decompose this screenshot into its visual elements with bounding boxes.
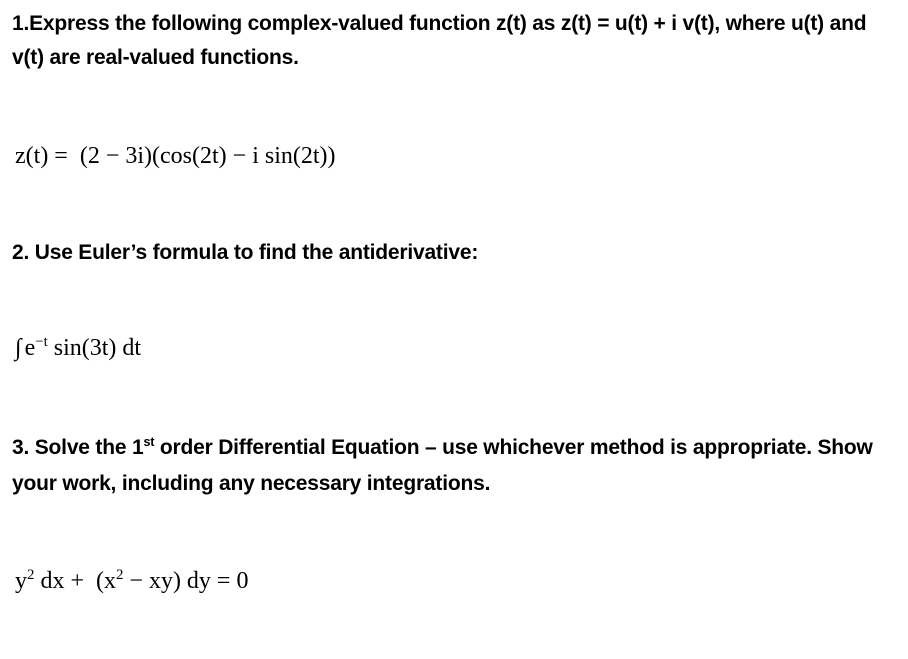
equation-3 xyxy=(15,566,248,599)
equation-2-base: e xyxy=(24,335,36,361)
integral-symbol: ∫ xyxy=(15,335,22,361)
question-2-text: 2. Use Euler’s formula to find the antiderivative: xyxy=(12,241,479,264)
equation-1 xyxy=(15,141,336,171)
equation-1-lhs: z(t) = xyxy=(15,143,74,169)
equation-3-y-exponent: 2 xyxy=(27,566,35,583)
question-3-suffix: order Differential Equation – use whichever method is appropriate. Show your work, including any necessary integrations. xyxy=(12,436,873,495)
equation-3-part1: dx + (x xyxy=(34,568,116,594)
equation-3-part2: − xy) dy = 0 xyxy=(123,568,249,594)
question-1-text: 1.Express the following complex-valued function z(t) as z(t) = u(t) + i v(t), where u(t) and v(t) are real-valued functions. xyxy=(12,12,867,69)
equation-2 xyxy=(15,333,141,366)
equation-2-exponent: −t xyxy=(35,333,48,350)
question-3-text xyxy=(12,431,892,501)
equation-1-rhs: (2 − 3i)(cos(2t) − i sin(2t)) xyxy=(73,143,336,169)
equation-3-y: y xyxy=(15,568,27,594)
equation-2-rest: sin(3t) dt xyxy=(47,335,142,361)
equation-3-x-exponent: 2 xyxy=(115,566,124,583)
question-3-prefix: 3. Solve the 1 xyxy=(12,436,144,459)
question-3-ordinal: st xyxy=(143,434,155,449)
